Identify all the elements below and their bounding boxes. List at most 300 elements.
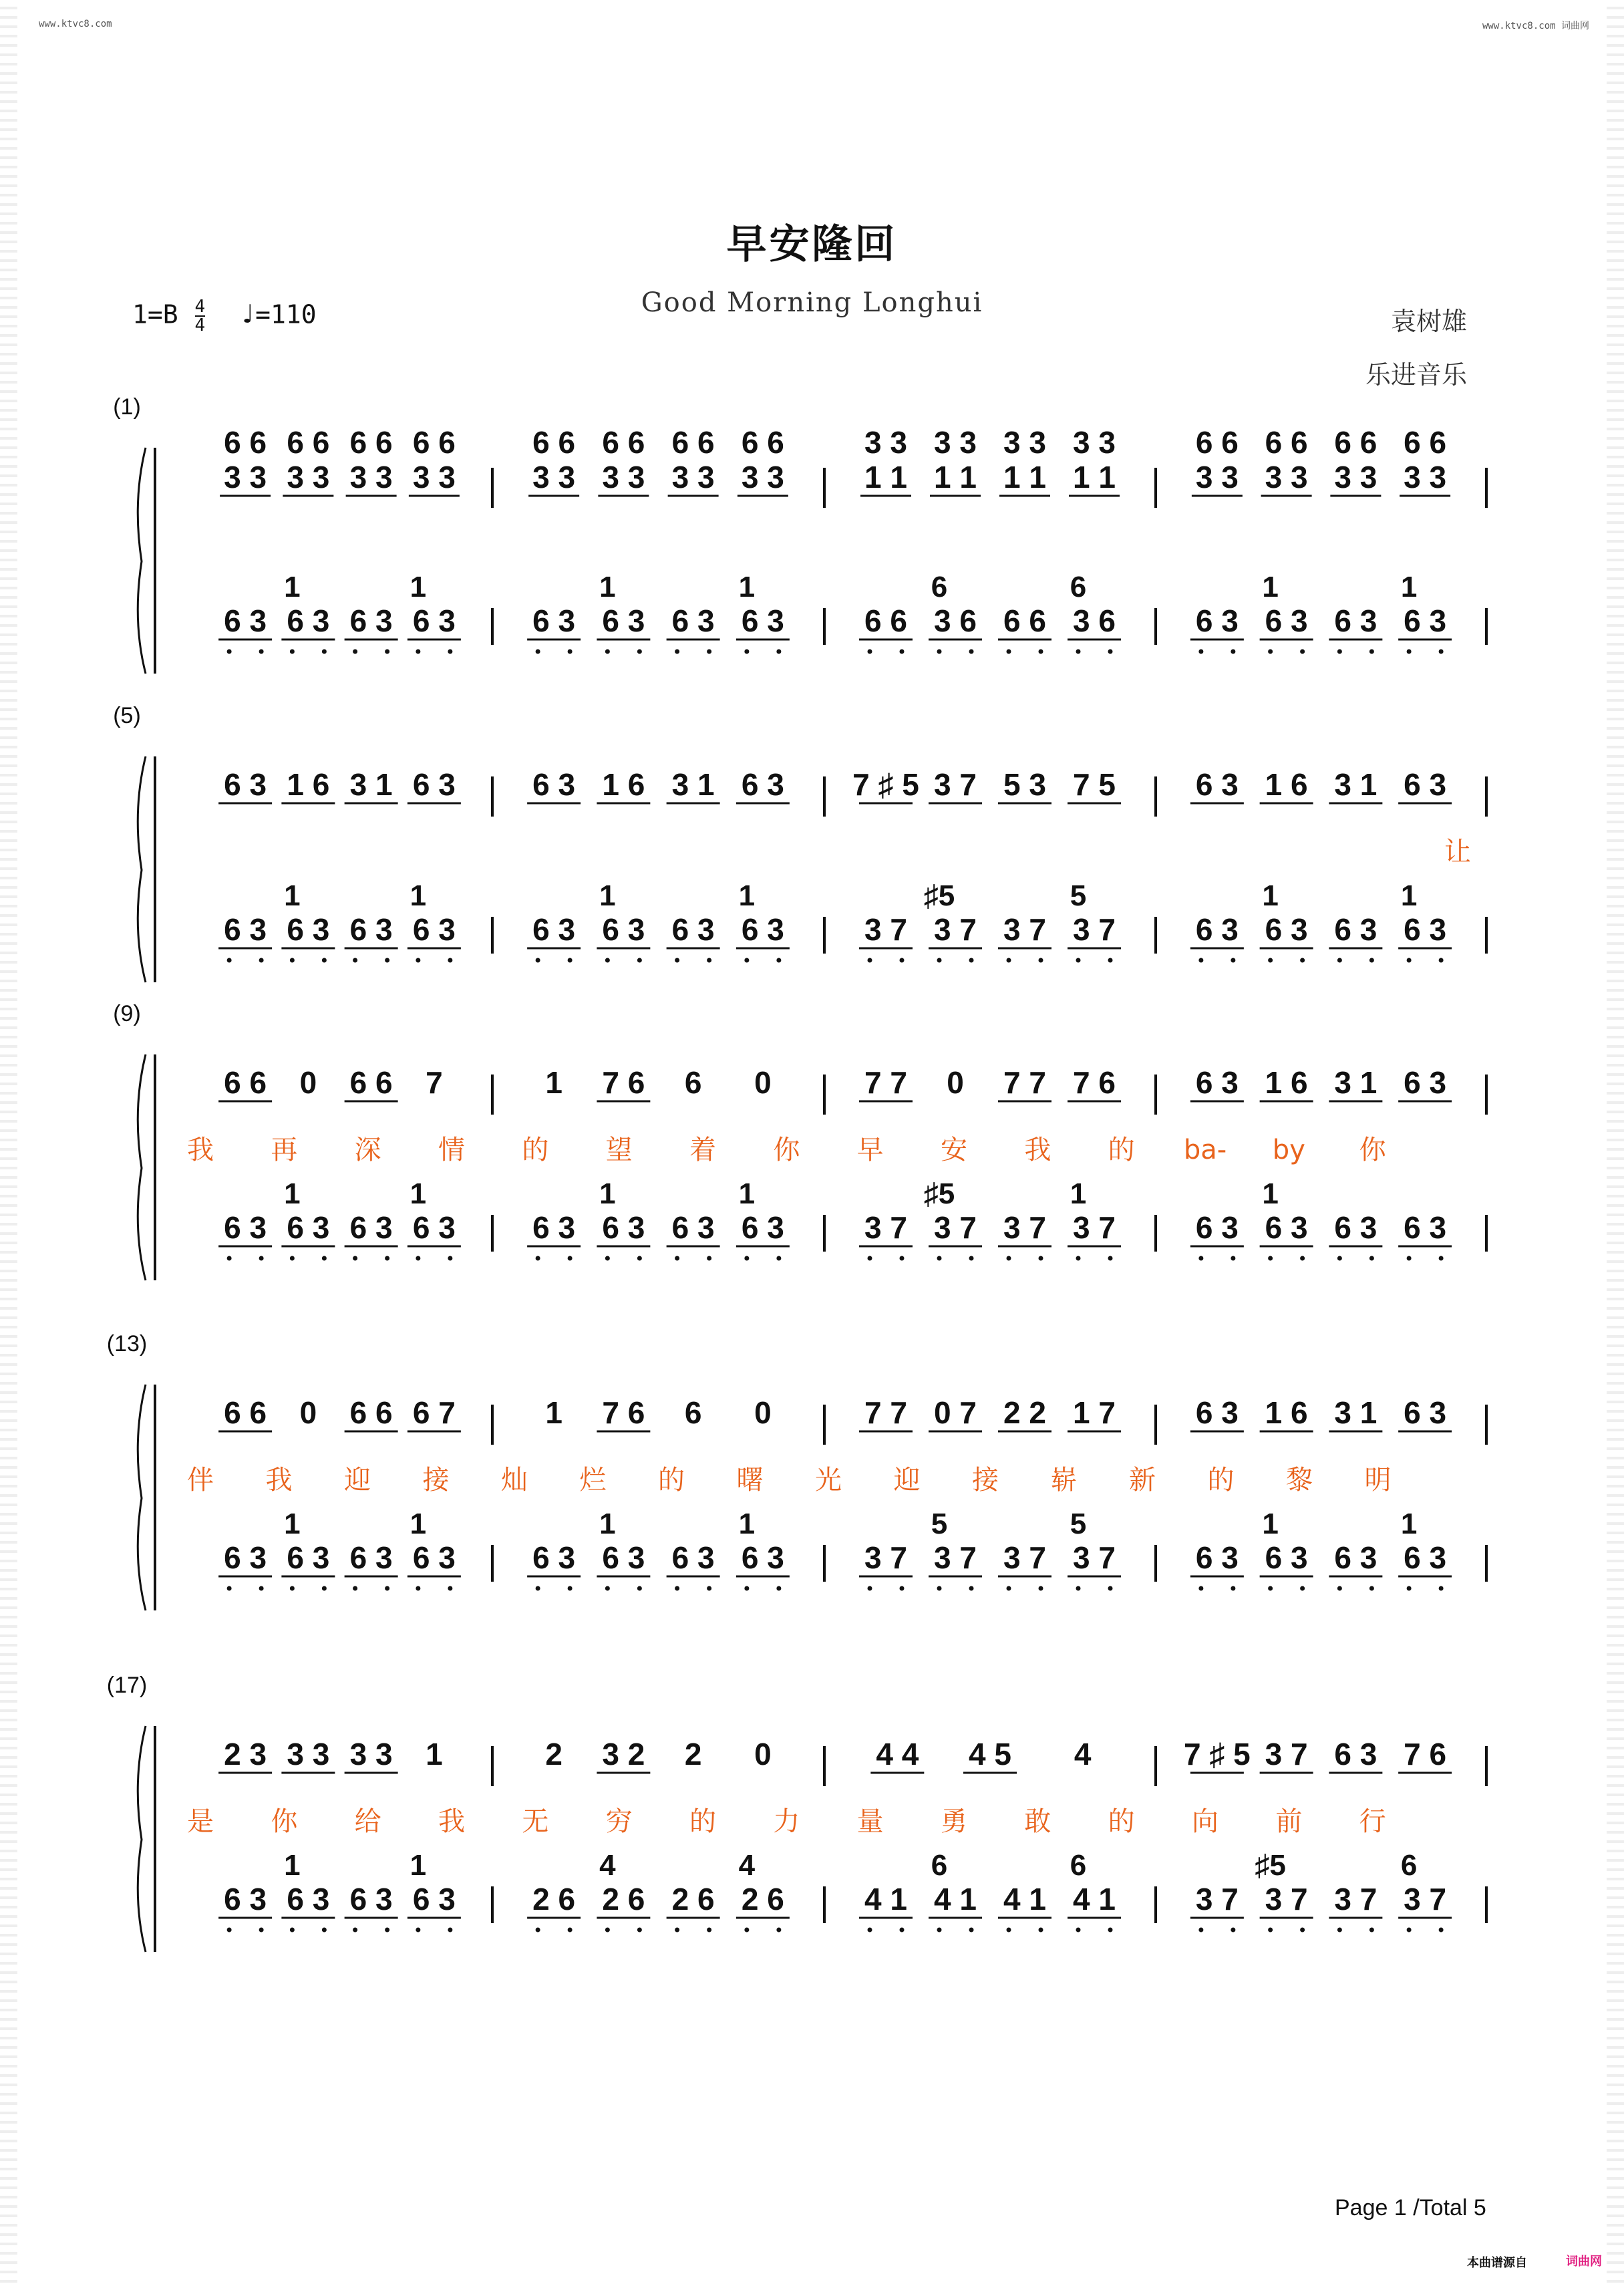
note-group: 3 1 — [671, 767, 715, 802]
bass-note-group: 6 3 — [349, 603, 393, 638]
low-octave-dot — [259, 650, 264, 654]
note-group: 6 — [684, 1065, 702, 1100]
note-group: 3 1 — [1334, 1065, 1377, 1100]
low-octave-dot — [1337, 650, 1342, 654]
low-octave-dot — [1369, 650, 1374, 654]
low-octave-dot — [637, 650, 642, 654]
harmony-note: 6 — [931, 1849, 948, 1882]
low-octave-dot — [259, 1586, 264, 1591]
low-octave-dot — [776, 650, 781, 654]
note-group: 7 7 — [864, 1395, 907, 1430]
note-group: 6 3 — [1195, 1395, 1239, 1430]
low-octave-dot — [1407, 958, 1412, 963]
bass-note-group: 6 3 — [1195, 1210, 1239, 1245]
low-octave-dot — [227, 1256, 232, 1261]
low-octave-dot — [744, 1928, 749, 1933]
low-octave-dot — [259, 958, 264, 963]
note-group: 6 6 — [224, 1395, 267, 1430]
bass-note-group: 6 3 — [224, 1540, 267, 1575]
lyric-syllable: 我 — [265, 1465, 293, 1495]
key-label: 1=B — [132, 299, 178, 329]
low-octave-dot — [1407, 1586, 1412, 1591]
lyric-syllable: 接 — [972, 1465, 999, 1495]
lyric-syllable: 深 — [354, 1135, 381, 1165]
low-octave-dot — [1337, 1256, 1342, 1261]
low-octave-dot — [1007, 1928, 1011, 1933]
harmony-note: 1 — [738, 571, 756, 603]
harmony-note: 5 — [931, 1508, 948, 1540]
low-octave-dot — [1268, 1928, 1273, 1933]
harmony-note: 1 — [1262, 1177, 1279, 1210]
low-octave-dot — [1231, 650, 1235, 654]
low-octave-dot — [1300, 1256, 1305, 1261]
bass-note-group: 6 3 — [1195, 1540, 1239, 1575]
harmony-note: 1 — [410, 1177, 427, 1210]
lyric-syllable: 的 — [522, 1135, 549, 1165]
low-octave-dot — [448, 1586, 452, 1591]
low-octave-dot — [937, 1586, 942, 1591]
low-octave-dot — [605, 1928, 610, 1933]
note-group: 1 — [545, 1395, 562, 1430]
lyric-syllable: 穷 — [605, 1806, 633, 1837]
lyric-syllable: 是 — [187, 1806, 214, 1837]
note-group: 4 — [1074, 1737, 1092, 1771]
note-group: 0 — [754, 1737, 772, 1771]
low-octave-dot — [1108, 1256, 1113, 1261]
low-octave-dot — [605, 958, 610, 963]
lyric-syllable: 新 — [1129, 1465, 1156, 1495]
low-octave-dot — [1300, 1928, 1305, 1933]
bass-note-group: 6 3 — [287, 1540, 330, 1575]
low-octave-dot — [1076, 1928, 1081, 1933]
note-group: 0 — [947, 1065, 964, 1100]
low-octave-dot — [416, 1586, 420, 1591]
low-octave-dot — [776, 1928, 781, 1933]
low-octave-dot — [605, 650, 610, 654]
low-octave-dot — [744, 1256, 749, 1261]
song-title: 早安隆回 — [726, 221, 898, 268]
low-octave-dot — [707, 1256, 711, 1261]
song-subtitle: Good Morning Longhui — [641, 287, 983, 318]
low-octave-dot — [385, 1928, 389, 1933]
harmony-note: 1 — [1262, 571, 1279, 603]
bass-note-group: 6 3 — [1404, 912, 1447, 947]
bass-note-group: 3 7 — [1265, 1882, 1308, 1916]
low-octave-dot — [416, 1928, 420, 1933]
low-octave-dot — [1198, 1928, 1203, 1933]
low-octave-dot — [353, 958, 357, 963]
lyric-syllable: 灿 — [501, 1465, 528, 1495]
low-octave-dot — [353, 1586, 357, 1591]
low-octave-dot — [937, 650, 942, 654]
low-octave-dot — [675, 1256, 679, 1261]
bass-note-group: 6 3 — [1404, 1210, 1447, 1245]
harmony-note: 6 — [1400, 1849, 1418, 1882]
harmony-note: 1 — [1400, 1508, 1418, 1540]
low-octave-dot — [675, 1928, 679, 1933]
low-octave-dot — [744, 1586, 749, 1591]
note-group: 3 3 — [602, 460, 645, 494]
low-octave-dot — [637, 1928, 642, 1933]
note-group: 6 6 — [1404, 425, 1447, 460]
bass-note-group: 3 7 — [1003, 1210, 1046, 1245]
harmony-note: ♯5 — [1255, 1849, 1286, 1882]
low-octave-dot — [290, 958, 295, 963]
lyric-syllable: by — [1272, 1135, 1305, 1165]
footer-brand-logo[interactable]: 词曲网 — [1566, 2255, 1602, 2269]
bass-note-group: 3 7 — [1073, 912, 1116, 947]
low-octave-dot — [969, 650, 974, 654]
harmony-note: 5 — [1070, 879, 1087, 912]
bass-note-group: 6 3 — [412, 1540, 456, 1575]
low-octave-dot — [744, 958, 749, 963]
composer: 袁树雄 — [1390, 307, 1467, 336]
low-octave-dot — [900, 1256, 905, 1261]
lyric-syllable: 量 — [856, 1806, 884, 1837]
low-octave-dot — [353, 1928, 357, 1933]
lyric-syllable: 的 — [1108, 1806, 1135, 1837]
note-group: 3 1 — [1334, 767, 1377, 802]
harmony-note: 4 — [738, 1849, 756, 1882]
page-indicator: Page 1 /Total 5 — [1335, 2195, 1486, 2221]
quarter-note-icon: ♩ — [239, 299, 256, 330]
low-octave-dot — [1039, 958, 1043, 963]
low-octave-dot — [969, 958, 974, 963]
low-octave-dot — [1337, 1586, 1342, 1591]
low-octave-dot — [707, 650, 711, 654]
low-octave-dot — [1407, 1928, 1412, 1933]
note-group: 1 1 — [1003, 460, 1046, 494]
measure-number: (9) — [113, 1001, 141, 1026]
bass-note-group: 6 3 — [602, 603, 645, 638]
note-group: 3 3 — [671, 460, 715, 494]
low-octave-dot — [1300, 650, 1305, 654]
bass-note-group: 6 3 — [532, 1210, 576, 1245]
low-octave-dot — [1369, 1256, 1374, 1261]
low-octave-dot — [568, 1256, 573, 1261]
note-group: 6 7 — [412, 1395, 456, 1430]
bass-note-group: 6 3 — [349, 1210, 393, 1245]
lyric-syllable: 黎 — [1286, 1465, 1313, 1495]
low-octave-dot — [290, 1928, 295, 1933]
lyric-syllable: 行 — [1359, 1806, 1386, 1837]
harmony-note: ♯5 — [923, 1177, 955, 1210]
bass-note-group: 3 7 — [934, 1210, 977, 1245]
low-octave-dot — [969, 1256, 974, 1261]
note-group: 6 6 — [532, 425, 576, 460]
bass-note-group: 6 3 — [412, 1210, 456, 1245]
low-octave-dot — [385, 1586, 389, 1591]
note-group: 3 3 — [1003, 425, 1046, 460]
low-octave-dot — [937, 958, 942, 963]
note-group: 7 6 — [1404, 1737, 1447, 1771]
low-octave-dot — [1231, 1586, 1235, 1591]
bass-note-group: 6 3 — [287, 912, 330, 947]
system-brace — [138, 1054, 146, 1280]
note-group: 1 6 — [1265, 767, 1308, 802]
bass-note-group: 6 3 — [1334, 1210, 1377, 1245]
low-octave-dot — [536, 1256, 540, 1261]
bass-note-group: 6 3 — [671, 1210, 715, 1245]
bass-note-group: 6 3 — [1265, 912, 1308, 947]
low-octave-dot — [868, 650, 872, 654]
note-group: 1 — [545, 1065, 562, 1100]
measure-number: (17) — [106, 1673, 148, 1698]
time-signature-top: 4 — [194, 297, 206, 317]
system-brace — [138, 1726, 146, 1952]
note-group: 3 3 — [1404, 460, 1447, 494]
low-octave-dot — [675, 1586, 679, 1591]
low-octave-dot — [416, 1256, 420, 1261]
low-octave-dot — [1231, 1928, 1235, 1933]
low-octave-dot — [227, 650, 232, 654]
low-octave-dot — [900, 650, 905, 654]
bass-note-group: 6 3 — [1334, 1540, 1377, 1575]
note-group: 1 1 — [934, 460, 977, 494]
low-octave-dot — [637, 1256, 642, 1261]
bass-note-group: 3 7 — [864, 1210, 907, 1245]
note-group: 3 3 — [864, 425, 907, 460]
site-link-left[interactable]: www.ktvc8.com — [39, 19, 112, 29]
low-octave-dot — [536, 1928, 540, 1933]
bass-note-group: 2 6 — [602, 1882, 645, 1916]
harmony-note: 6 — [931, 571, 948, 603]
low-octave-dot — [290, 1586, 295, 1591]
low-octave-dot — [1300, 958, 1305, 963]
lyric-syllable: 你 — [1359, 1135, 1386, 1165]
note-group: 3 3 — [412, 460, 456, 494]
note-group: 1 7 — [1073, 1395, 1116, 1430]
note-group: 0 — [754, 1065, 772, 1100]
low-octave-dot — [1039, 1256, 1043, 1261]
bass-note-group: 6 3 — [224, 1210, 267, 1245]
note-group: 7 7 — [1003, 1065, 1046, 1100]
low-octave-dot — [448, 1256, 452, 1261]
low-octave-dot — [536, 958, 540, 963]
bass-note-group: 3 7 — [864, 1540, 907, 1575]
note-group: 5 3 — [1003, 767, 1046, 802]
low-octave-dot — [1076, 958, 1081, 963]
note-group: 6 6 — [602, 425, 645, 460]
lyric-syllable: 前 — [1275, 1806, 1303, 1837]
low-octave-dot — [536, 650, 540, 654]
bass-note-group: 3 7 — [1073, 1540, 1116, 1575]
low-octave-dot — [868, 958, 872, 963]
note-group: 3 3 — [287, 1737, 330, 1771]
bass-note-group: 6 3 — [741, 1210, 784, 1245]
note-group: 6 3 — [741, 767, 784, 802]
low-octave-dot — [227, 1586, 232, 1591]
note-group: 1 6 — [602, 767, 645, 802]
lyric-syllable: 给 — [354, 1806, 381, 1837]
bass-note-group: 6 3 — [1404, 1540, 1447, 1575]
low-octave-dot — [568, 650, 573, 654]
harmony-note: 6 — [1070, 571, 1087, 603]
low-octave-dot — [322, 958, 327, 963]
note-group: 0 — [299, 1065, 317, 1100]
footer-source-label: 本曲谱源自 — [1467, 2256, 1527, 2270]
note-group: 6 3 — [1404, 767, 1447, 802]
bass-note-group: 6 6 — [1003, 603, 1046, 638]
bass-note-group: 4 1 — [1073, 1882, 1116, 1916]
low-octave-dot — [1007, 1256, 1011, 1261]
bass-note-group: 6 3 — [671, 603, 715, 638]
low-octave-dot — [1337, 1928, 1342, 1933]
lyric-syllable: 我 — [1024, 1135, 1051, 1165]
low-octave-dot — [1039, 1928, 1043, 1933]
bass-note-group: 6 3 — [412, 603, 456, 638]
note-group: 1 6 — [287, 767, 330, 802]
note-group: 6 6 — [349, 425, 393, 460]
low-octave-dot — [322, 650, 327, 654]
note-group: 0 — [299, 1395, 317, 1430]
low-octave-dot — [353, 1256, 357, 1261]
bass-note-group: 6 3 — [741, 1540, 784, 1575]
note-group: 1 6 — [1265, 1395, 1308, 1430]
bass-note-group: 6 3 — [1265, 1210, 1308, 1245]
harmony-note: 1 — [599, 879, 616, 912]
lyric-syllable: 你 — [773, 1135, 800, 1165]
note-group: 4 4 — [876, 1737, 919, 1771]
note-group: 3 3 — [349, 1737, 393, 1771]
low-octave-dot — [385, 650, 389, 654]
bass-note-group: 3 7 — [1334, 1882, 1377, 1916]
low-octave-dot — [937, 1928, 942, 1933]
system-brace — [138, 756, 146, 982]
lyric-syllable: 望 — [605, 1135, 633, 1165]
low-octave-dot — [675, 958, 679, 963]
lyric-syllable: 再 — [271, 1135, 298, 1165]
note-group: 3 3 — [532, 460, 576, 494]
low-octave-dot — [1108, 1928, 1113, 1933]
note-group: 3 3 — [287, 460, 330, 494]
note-group: 3 3 — [1265, 460, 1308, 494]
low-octave-dot — [1439, 1586, 1444, 1591]
site-link-right[interactable]: www.ktvc8.com 词曲网 — [1482, 21, 1589, 31]
note-group: 6 3 — [1404, 1395, 1447, 1430]
note-group: 6 3 — [532, 767, 576, 802]
low-octave-dot — [900, 1928, 905, 1933]
harmony-note: 1 — [284, 1849, 301, 1882]
system-brace — [138, 448, 146, 674]
harmony-note: 1 — [410, 1849, 427, 1882]
bass-note-group: 4 1 — [1003, 1882, 1046, 1916]
low-octave-dot — [868, 1928, 872, 1933]
lyric-syllable: 伴 — [187, 1465, 214, 1495]
note-group: 3 3 — [224, 460, 267, 494]
low-octave-dot — [1198, 1256, 1203, 1261]
bass-note-group: 3 7 — [934, 912, 977, 947]
low-octave-dot — [1369, 1928, 1374, 1933]
note-group: 6 3 — [224, 767, 267, 802]
harmony-note: 1 — [599, 571, 616, 603]
bass-note-group: 2 6 — [741, 1882, 784, 1916]
low-octave-dot — [707, 1928, 711, 1933]
note-group: 3 3 — [1334, 460, 1377, 494]
low-octave-dot — [1007, 958, 1011, 963]
low-octave-dot — [776, 1586, 781, 1591]
low-octave-dot — [568, 958, 573, 963]
low-octave-dot — [1231, 958, 1235, 963]
bass-note-group: 6 3 — [224, 912, 267, 947]
note-group: 7 ♯ 5 — [852, 767, 919, 802]
bass-note-group: 6 3 — [412, 1882, 456, 1916]
bass-note-group: 6 3 — [1195, 912, 1239, 947]
low-octave-dot — [1039, 650, 1043, 654]
lyric-syllable: 勇 — [941, 1806, 967, 1837]
low-octave-dot — [322, 1586, 327, 1591]
note-group: 6 3 — [1195, 1065, 1239, 1100]
note-group: 6 6 — [1195, 425, 1239, 460]
lyric-syllable: 敢 — [1024, 1806, 1051, 1837]
harmony-note: 1 — [410, 571, 427, 603]
bass-note-group: 6 3 — [1265, 1540, 1308, 1575]
note-group: 2 — [684, 1737, 702, 1771]
low-octave-dot — [868, 1256, 872, 1261]
bass-note-group: 6 3 — [287, 603, 330, 638]
lyric-syllable: 让 — [1444, 837, 1471, 867]
low-octave-dot — [448, 650, 452, 654]
note-group: 6 6 — [224, 425, 267, 460]
bass-note-group: 6 3 — [532, 603, 576, 638]
note-group: 2 2 — [1003, 1395, 1046, 1430]
bass-note-group: 6 3 — [224, 603, 267, 638]
low-octave-dot — [675, 650, 679, 654]
note-group: 6 6 — [671, 425, 715, 460]
tempo-value: =110 — [255, 299, 317, 329]
low-octave-dot — [1439, 958, 1444, 963]
harmony-note: 1 — [284, 1508, 301, 1540]
harmony-note: 1 — [599, 1508, 616, 1540]
note-group: 7 6 — [602, 1065, 645, 1100]
harmony-note: 1 — [1400, 879, 1418, 912]
low-octave-dot — [1198, 958, 1203, 963]
low-octave-dot — [1231, 1256, 1235, 1261]
bass-note-group: 6 3 — [602, 912, 645, 947]
note-group: 3 3 — [934, 425, 977, 460]
low-octave-dot — [707, 1586, 711, 1591]
lyric-syllable: 的 — [1108, 1135, 1135, 1165]
lyric-syllable: 的 — [1207, 1465, 1235, 1495]
bass-note-group: 3 6 — [934, 603, 977, 638]
low-octave-dot — [1108, 958, 1113, 963]
low-octave-dot — [416, 958, 420, 963]
low-octave-dot — [290, 1256, 295, 1261]
measure-number: (1) — [113, 394, 141, 420]
note-group: 3 3 — [1073, 425, 1116, 460]
low-octave-dot — [568, 1928, 573, 1933]
low-octave-dot — [353, 650, 357, 654]
lyric-syllable: 力 — [773, 1806, 800, 1837]
bass-note-group: 6 6 — [864, 603, 907, 638]
note-group: 6 6 — [412, 425, 456, 460]
measure-number: (5) — [113, 703, 141, 728]
harmony-note: 1 — [1262, 1508, 1279, 1540]
note-group: 6 3 — [1195, 767, 1239, 802]
low-octave-dot — [259, 1256, 264, 1261]
harmony-note: ♯5 — [923, 879, 955, 912]
note-group: 2 3 — [224, 1737, 267, 1771]
note-group: 3 1 — [1334, 1395, 1377, 1430]
low-octave-dot — [1439, 1928, 1444, 1933]
low-octave-dot — [1407, 1256, 1412, 1261]
bass-note-group: 6 3 — [287, 1210, 330, 1245]
low-octave-dot — [1268, 1256, 1273, 1261]
low-octave-dot — [1337, 958, 1342, 963]
low-octave-dot — [1439, 650, 1444, 654]
low-octave-dot — [744, 650, 749, 654]
low-octave-dot — [1369, 1586, 1374, 1591]
